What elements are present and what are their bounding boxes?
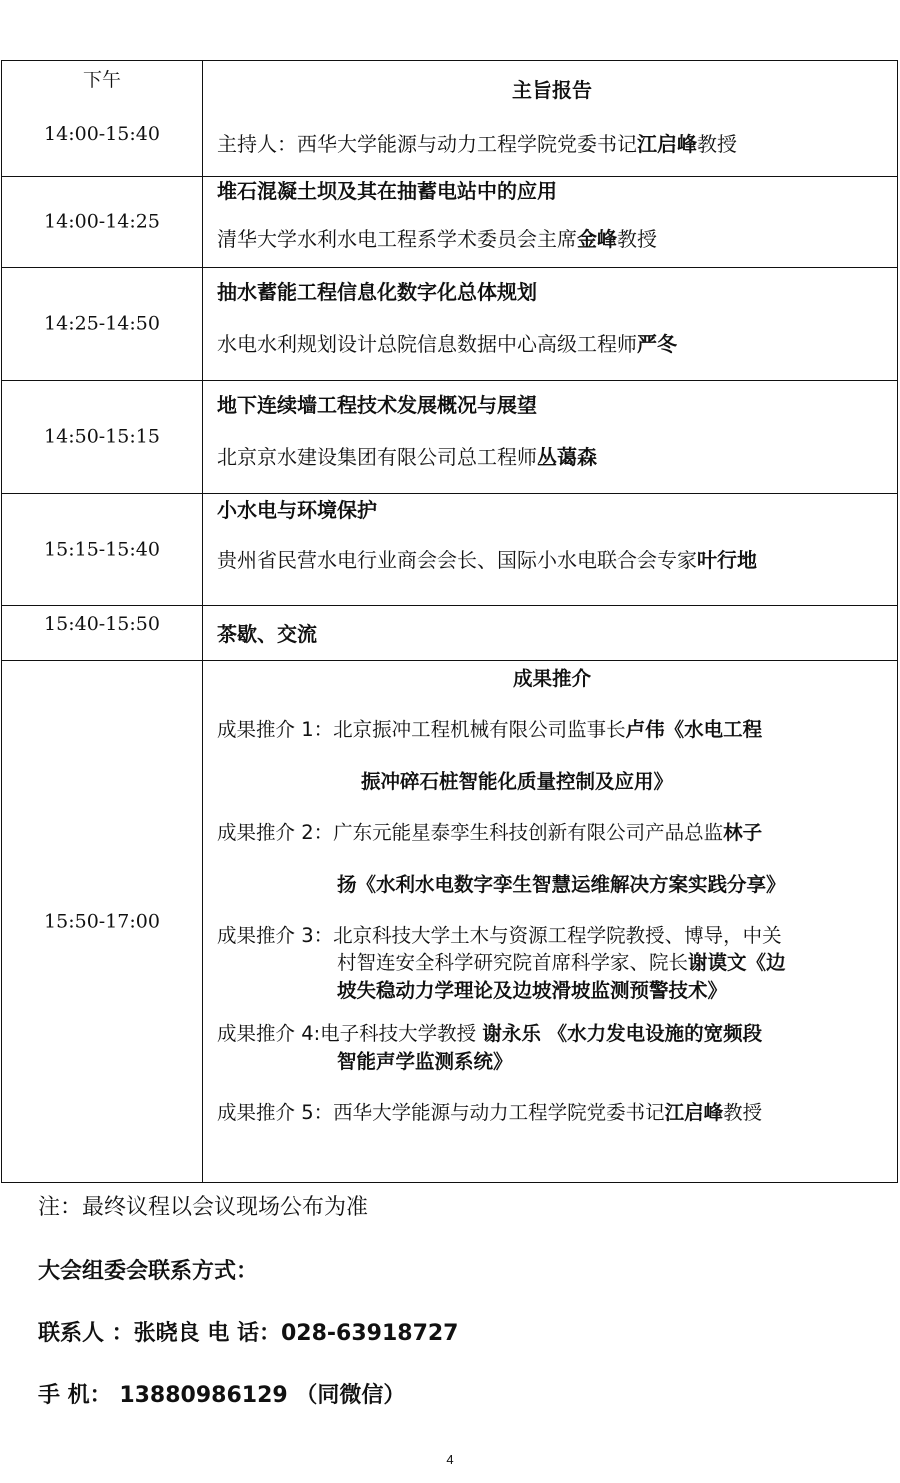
result-speaker: 林子: [723, 821, 763, 845]
result-item-1-cont: 振冲碎石桩智能化质量控制及应用》: [361, 769, 674, 793]
result-item-5: [217, 1101, 887, 1124]
speaker-line: [217, 548, 887, 572]
results-title: 成果推介: [512, 667, 591, 690]
talk-title: 地下连续墙工程技术发展概况与展望: [217, 393, 537, 417]
result-item-3-cont2: 坡失稳动力学理论及边坡滑坡监测预警技术》: [337, 978, 728, 1002]
result-speaker: 谢谟文《边: [688, 951, 786, 975]
time-range: 15:50-17:00: [44, 910, 160, 933]
desc-cell: [203, 177, 898, 268]
agenda-row-break: [2, 606, 898, 661]
page-number: 4: [446, 1452, 454, 1467]
time-range: 14:25-14:50: [44, 312, 160, 335]
result-text: 成果推介 5：西华大学能源与动力工程学院党委书记: [217, 1100, 665, 1124]
time-cell: [2, 177, 203, 268]
result-text: 成果推介 2：广东元能星泰孪生科技创新有限公司产品总监: [217, 821, 724, 845]
agenda-row-talk: [2, 268, 898, 381]
break-label: 茶歇、交流: [217, 622, 317, 646]
result-text: 村智连安全科学研究院首席科学家、院长: [337, 951, 689, 975]
time-cell: [2, 606, 203, 661]
agenda-row-keynote: [2, 61, 898, 177]
desc-cell: [203, 61, 898, 177]
speaker-line: [217, 227, 887, 251]
agenda-row-results: [2, 661, 898, 1183]
speaker-name: 丛蔼森: [537, 445, 597, 469]
host-text: 主持人：西华大学能源与动力工程学院党委书记: [217, 132, 637, 156]
speaker-affiliation: 清华大学水利水电工程系学术委员会主席: [217, 227, 577, 251]
talk-title: 小水电与环境保护: [217, 498, 377, 522]
speaker-line: [217, 332, 887, 356]
time-range: 15:15-15:40: [44, 538, 160, 561]
result-item-4-cont: 智能声学监测系统》: [337, 1049, 513, 1073]
agenda-row-talk: [2, 177, 898, 268]
speaker-title: 教授: [617, 227, 657, 251]
result-item-1: [217, 718, 887, 741]
time-range: 14:00-14:25: [44, 210, 160, 233]
result-item-4: [217, 1022, 887, 1045]
result-text: 成果推介 1：北京振冲工程机械有限公司监事长: [217, 718, 626, 742]
host-suffix: 教授: [697, 132, 737, 156]
period-label: 下午: [82, 69, 121, 91]
speaker-affiliation: 贵州省民营水电行业商会会长、国际小水电联合会专家: [217, 548, 697, 572]
desc-cell: [203, 606, 898, 661]
speaker-name: 叶行地: [697, 548, 757, 572]
speaker-name: 严冬: [637, 332, 677, 356]
contact-person: 联系人 ：张晓良 电 话：028-63918727: [38, 1321, 459, 1346]
time-range: 15:40-15:50: [44, 613, 160, 635]
contact-mobile: 手 机： 13880986129 （同微信）: [38, 1383, 406, 1408]
time-range: 14:00-15:40: [44, 123, 160, 145]
desc-cell: [203, 661, 898, 1183]
time-cell: [2, 661, 203, 1183]
result-text: 成果推介 4:电子科技大学教授: [217, 1022, 483, 1046]
time-cell: [2, 494, 203, 606]
agenda-row-talk: [2, 494, 898, 606]
talk-title: 堆石混凝土坝及其在抽蓄电站中的应用: [217, 179, 557, 203]
result-item-2: [217, 821, 887, 844]
result-speaker: 卢伟《水电工程: [625, 718, 763, 742]
result-speaker: 谢永乐 《水力发电设施的宽频段: [482, 1022, 763, 1046]
result-suffix: 教授: [723, 1100, 763, 1124]
desc-cell: [203, 381, 898, 494]
result-item-3-cont: [217, 951, 887, 974]
time-cell: [2, 61, 203, 177]
result-item-3: 成果推介 3：北京科技大学土木与资源工程学院教授、博导，中关: [217, 923, 782, 947]
session-title: 主旨报告: [512, 78, 592, 102]
speaker-name: 金峰: [577, 227, 617, 251]
time-cell: [2, 381, 203, 494]
host-line: [217, 132, 887, 156]
desc-cell: [203, 268, 898, 381]
speaker-affiliation: 北京京水建设集团有限公司总工程师: [217, 445, 537, 469]
agenda-row-talk: [2, 381, 898, 494]
time-cell: [2, 268, 203, 381]
agenda-table: [1, 60, 898, 1183]
talk-title: 抽水蓄能工程信息化数字化总体规划: [217, 280, 537, 304]
agenda-note: 注：最终议程以会议现场公布为准: [38, 1195, 369, 1220]
speaker-line: [217, 445, 887, 469]
result-speaker: 江启峰: [664, 1100, 724, 1124]
contact-heading: 大会组委会联系方式：: [38, 1259, 259, 1284]
desc-cell: [203, 494, 898, 606]
host-name: 江启峰: [637, 132, 697, 156]
speaker-affiliation: 水电水利规划设计总院信息数据中心高级工程师: [217, 332, 637, 356]
result-item-2-cont: 扬《水利水电数字孪生智慧运维解决方案实践分享》: [337, 872, 786, 896]
time-range: 14:50-15:15: [44, 425, 160, 448]
